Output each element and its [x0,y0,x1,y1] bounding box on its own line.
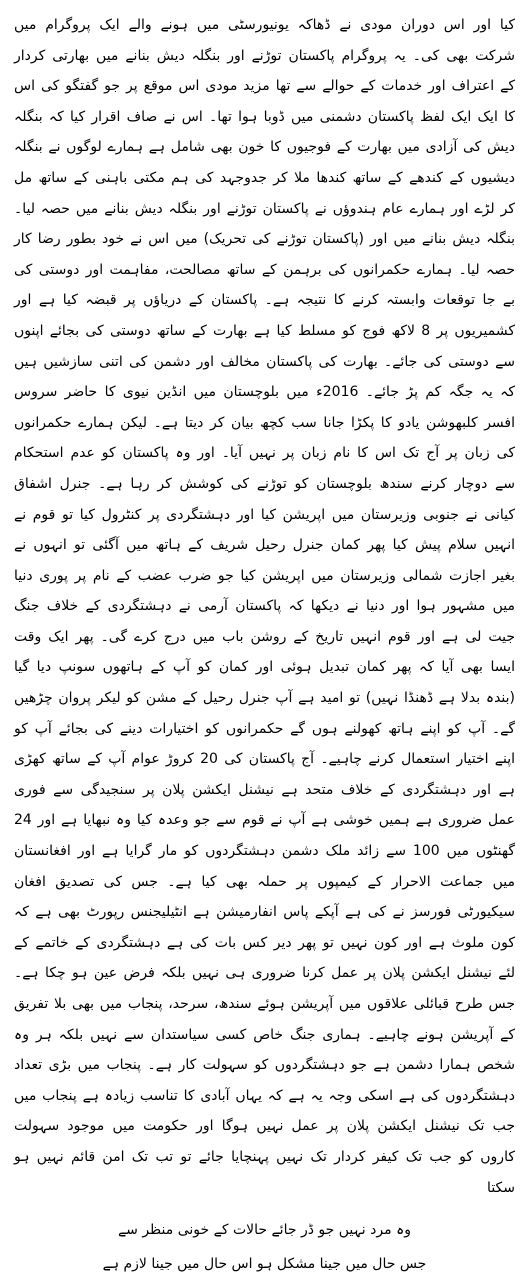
urdu-article [14,10,515,1203]
article-paragraph: کیا اور اس دوران مودی نے ڈھاکہ یونیورسٹی میں ہونے والے ایک پروگرام میں شرکت بھی کی۔ یہ پروگرام پاکستان توڑنے اور بنگلہ دیش بنانے میں بھارتی کردار کے اعتراف اور خدمات کے حوالے سے تھا مزید مودی اس موقع پر جو گفتگو کی اس کا ایک ایک لفظ پاکستان دشمنی میں ڈوبا ہوا تھا۔ اس نے صاف اقرار کیا کہ بنگلہ دیش کی آزادی میں بھارت کے فوجیوں کا خون بھی شامل ہے ہمارے لوگوں نے بنگلہ دیشیوں کے کندھے کے ساتھ کندھا ملا کر جدوجہد کی ہم مکتی باہنی کے ساتھ مل کر لڑے اور ہمارے عام ہندوؤں نے پاکستان توڑنے اور بنگلہ دیش بنانے میں حصہ لیا۔ بنگلہ دیش بنانے میں اور (پاکستان توڑنے کی تحریک) میں اس نے خود بطور رضا کار حصہ لیا۔ ہمارے حکمرانوں کی برہمن کے ساتھ مصالحت، مفاہمت اور دوستی کی بے جا توقعات وابستہ کرنے کا نتیجہ ہے۔ پاکستان کے دریاؤں پر قبضہ کیا ہے اور کشمیریوں پر 8 لاکھ فوج کو مسلط کیا ہے بھارت کے ساتھ دوستی کی بجائے اپنوں سے دوستی کی جائے۔ بھارت کی پاکستان مخالف اور دشمن کی اتنی سازشیں ہیں کہ یہ جگہ کم پڑ جائے۔ 2016ء میں بلوچستان میں انڈین نیوی کا حاضر سروس افسر کلبھوشن یادو کا پکڑا جانا سب کچھ بیان کر دیتا ہے۔ لیکن ہمارے حکمرانوں کی زبان پر آج تک اس کا نام زبان پر نہیں آیا۔ اور وہ پاکستان کو عدم استحکام سے دوچار کرنے سندھ بلوچستان کو توڑنے کی کوشش کر رہا ہے۔ جنرل اشفاق کیانی نے جنوبی وزیرستان میں اپریشن کیا اور دہشتگردی پر کنٹرول کیا تو قوم نے انہیں سلام پیش کیا پھر کمان جنرل رحیل شریف کے ہاتھ میں آگئی تو انہوں نے بغیر اجازت شمالی وزیرستان میں اپریشن کیا جو ضرب عضب کے نام پر پوری دنیا میں مشہور ہوا اور دنیا نے دیکھا کہ پاکستان آرمی نے دہشتگردی کے خلاف جنگ جیت لی ہے اور قوم انہیں تاریخ کے روشن باب میں درج کرے گی۔ پھر ایک وقت ایسا بھی آیا کہ پھر کمان تبدیل ہوئی اور کمان کو آپ کے ہاتھوں سونپ دیا گیا (بندہ بدلا ہے ڈھنڈا نہیں) تو امید ہے آپ جنرل رحیل کے مشن کو لیکر پروان چڑھیں گے۔ آپ کو اپنے ہاتھ کھولنے ہوں گے حکمرانوں کو اختیارات دینے کی بجائے آپ کو اپنے اختیار استعمال کرنے چاہیے۔ آج پاکستان کی 20 کروڑ عوام آپ کے ساتھ کھڑی ہے اور دہشتگردی کے خلاف متحد ہے نیشنل ایکشن پلان پر سنجیدگی سے فوری عمل ضروری ہے ہمیں خوشی ہے آپ نے قوم سے جو وعدہ کیا وہ نبھایا ہے اور 24 گھنٹوں میں 100 سے زائد ملک دشمن دہشتگردوں کو مار گرایا ہے اور افغانستان میں جماعت الاحرار کے کیمپوں پر حملہ بھی کیا ہے۔ جس کی تصدیق افغان سیکیورٹی فورسز نے کی ہے آپکے پاس انفارمیشن ہے انٹیلیجنس رپورٹ بھی ہے کہ کون ملوث ہے اور کون نہیں تو پھر دیر کس بات کی ہے دہشتگردی کے خاتمے کے لئے نیشنل ایکشن پلان پر عمل کرنا ضروری ہی نہیں بلکہ فرض عین ہو چکا ہے۔ جس طرح قبائلی علاقوں میں آپریشن ہوئے سندھ، سرحد، پنجاب میں بھی بلا تفریق کے آپریشن ہونے چاہیے۔ ہماری جنگ خاص کسی سیاستدان سے نہیں بلکہ ہر وہ شخص ہمارا دشمن ہے جو دہشتگردوں کو سہولت کار ہے۔ پنجاب میں بڑی تعداد دہشتگردوں کی ہے اسکی وجہ یہ ہے کہ یہاں آبادی کا تناسب زیادہ ہے پنجاب میں جب تک نیشنل ایکشن پلان پر عمل نہیں ہوگا اور حکومت میں موجود سہولت کاروں کو جب تک کیفر کردار تک نہیں پہنچایا جائے تو تب تک امن قائم نہیں ہو سکتا [14,17,515,1196]
verse-line-2: جس حال میں جینا مشکل ہو اس حال میں جینا لازم ہے [102,1256,427,1273]
closing-verse [14,1213,515,1281]
verse-line-1: وہ مرد نہیں جو ڈر جائے حالات کے خونی منظر سے [117,1222,412,1239]
